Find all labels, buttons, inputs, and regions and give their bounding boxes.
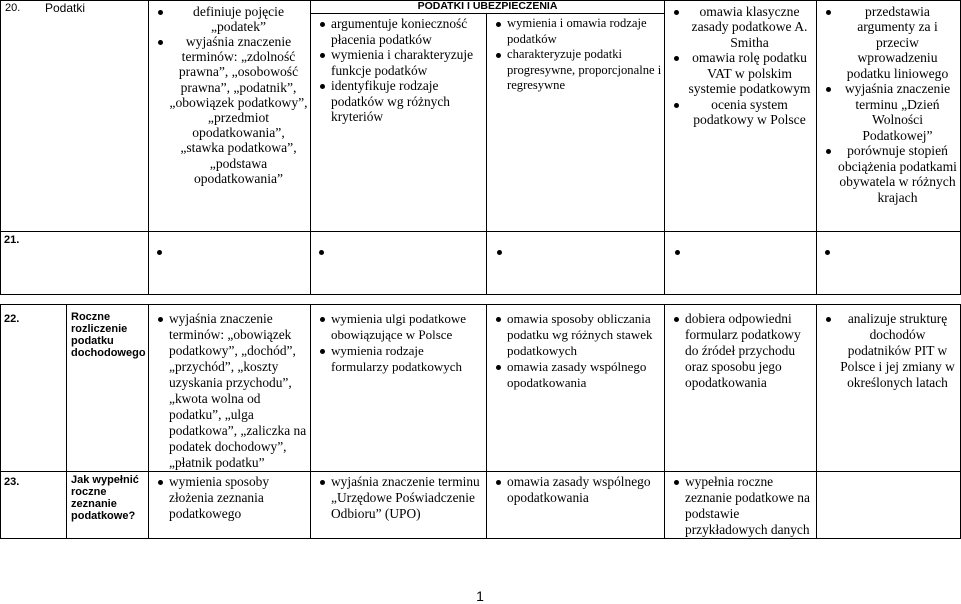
list-item: porównuje stopień obciążenia podatkami obywatela w różnych krajach bbox=[838, 143, 957, 205]
lesson-number: 23. bbox=[1, 472, 67, 539]
empty-cell bbox=[149, 232, 311, 295]
list-item: wyjaśnia znaczenie terminów: „obowiązek podatkowy”, „dochód”, „przychód”, „koszty uzyskania przychodu”, „kwota wolna od podatku”, „ulga podatkowa”, „zaliczka na podatek dochodowy”, „płatnik podatku” bbox=[169, 311, 307, 470]
empty-cell bbox=[817, 232, 961, 295]
table-row-21 bbox=[1, 232, 961, 295]
list-item: charakteryzuje podatki progresywne, proporcjonalne i regresywne bbox=[507, 47, 662, 92]
lesson-topic: Roczne rozliczenie podatku dochodowego bbox=[67, 305, 149, 472]
list-item: omawia klasyczne zasady podatkowe A. Smitha bbox=[685, 4, 814, 51]
list-item: wypełnia roczne zeznanie podatkowe na podstawie przykładowych danych bbox=[685, 474, 814, 538]
requirements-col-1 bbox=[149, 472, 311, 539]
table-header-row bbox=[1, 1, 961, 14]
requirements-col-2 bbox=[311, 472, 487, 539]
list-item: wymienia sposoby złożenia zeznania podatkowego bbox=[169, 474, 308, 522]
curriculum-table-top bbox=[0, 0, 961, 295]
page-number: 1 bbox=[476, 588, 484, 604]
list-item: omawia zasady wspólnego opodatkowania bbox=[507, 474, 662, 506]
requirements-col-1 bbox=[149, 305, 311, 472]
list-item: identyfikuje rodzaje podatków wg różnych kryteriów bbox=[331, 78, 484, 125]
requirements-col-5 bbox=[817, 3, 961, 232]
bullet-icon bbox=[825, 250, 830, 255]
list-item: ocenia system podatkowy w Polsce bbox=[685, 97, 814, 128]
list-item: przedstawia argumenty za i przeciw wprowadzeniu podatku liniowego bbox=[837, 4, 958, 82]
list-item: omawia sposoby obliczania podatku wg różnych stawek podatkowych bbox=[507, 311, 662, 359]
bullet-icon bbox=[157, 250, 162, 255]
lesson-number: 20. bbox=[5, 1, 21, 14]
list-item: wyjaśnia znaczenie terminów: „zdolność prawna”, „osobowość prawna”, „podatnik”, „obowiązek podatkowy”, „przedmiot opodatkowania”, „stawka podatkowa”, „podstawa opodatkowania” bbox=[169, 33, 308, 186]
bullet-icon bbox=[675, 250, 680, 255]
requirements-col-3 bbox=[487, 14, 665, 232]
lesson-number: 22. bbox=[1, 305, 67, 472]
list-item: wymienia i omawia rodzaje podatków bbox=[507, 16, 662, 47]
empty-cell bbox=[311, 232, 487, 295]
requirements-col-1 bbox=[149, 3, 311, 232]
bullet-icon bbox=[497, 250, 502, 255]
list-item: definiuje pojęcie „podatek” bbox=[169, 4, 308, 34]
requirements-col-3 bbox=[487, 305, 665, 472]
topic-cell bbox=[1, 0, 149, 232]
requirements-col-5 bbox=[817, 305, 961, 472]
list-item: wyjaśnia znaczenie terminu „Urzędowe Poświadczenie Odbioru” (UPO) bbox=[331, 474, 484, 522]
table-row-22 bbox=[1, 305, 961, 472]
curriculum-table-bottom bbox=[0, 304, 961, 539]
lesson-topic: Podatki bbox=[45, 0, 86, 15]
lesson-topic: Jak wypełnić roczne zeznanie podatkowe? bbox=[67, 472, 149, 539]
list-item: analizuje strukturę dochodów podatników PIT w Polsce i jej zmiany w określonych latach bbox=[837, 311, 958, 391]
requirements-col-4 bbox=[665, 3, 817, 232]
table-row-23 bbox=[1, 472, 961, 539]
bullet-icon bbox=[319, 250, 324, 255]
list-item: omawia rolę podatku VAT w polskim systemie podatkowym bbox=[685, 50, 814, 97]
empty-cell bbox=[817, 472, 961, 539]
list-item: argumentuje konieczność płacenia podatków bbox=[331, 16, 484, 47]
empty-cell bbox=[487, 232, 665, 295]
list-item: wyjaśnia znaczenie terminu „Dzień Wolności Podatkowej” bbox=[837, 81, 958, 143]
lesson-number: 21. bbox=[1, 232, 149, 295]
requirements-col-2 bbox=[311, 14, 487, 232]
list-item: dobiera odpowiedni formularz podatkowy do źródeł przychodu oraz sposobu jego opodatkowania bbox=[685, 311, 814, 391]
requirements-col-3 bbox=[487, 472, 665, 539]
list-item: wymienia i charakteryzuje funkcje podatków bbox=[331, 47, 484, 78]
list-item: wymienia ulgi podatkowe obowiązujące w Polsce bbox=[331, 311, 484, 343]
list-item: wymienia rodzaje formularzy podatkowych bbox=[331, 343, 484, 375]
table-row-20 bbox=[1, 14, 961, 232]
section-title: PODATKI I UBEZPIECZENIA bbox=[311, 1, 665, 14]
empty-cell bbox=[665, 232, 817, 295]
list-item: omawia zasady wspólnego opodatkowania bbox=[507, 359, 662, 391]
requirements-col-4 bbox=[665, 472, 817, 539]
requirements-col-4 bbox=[665, 305, 817, 472]
requirements-col-2 bbox=[311, 305, 487, 472]
